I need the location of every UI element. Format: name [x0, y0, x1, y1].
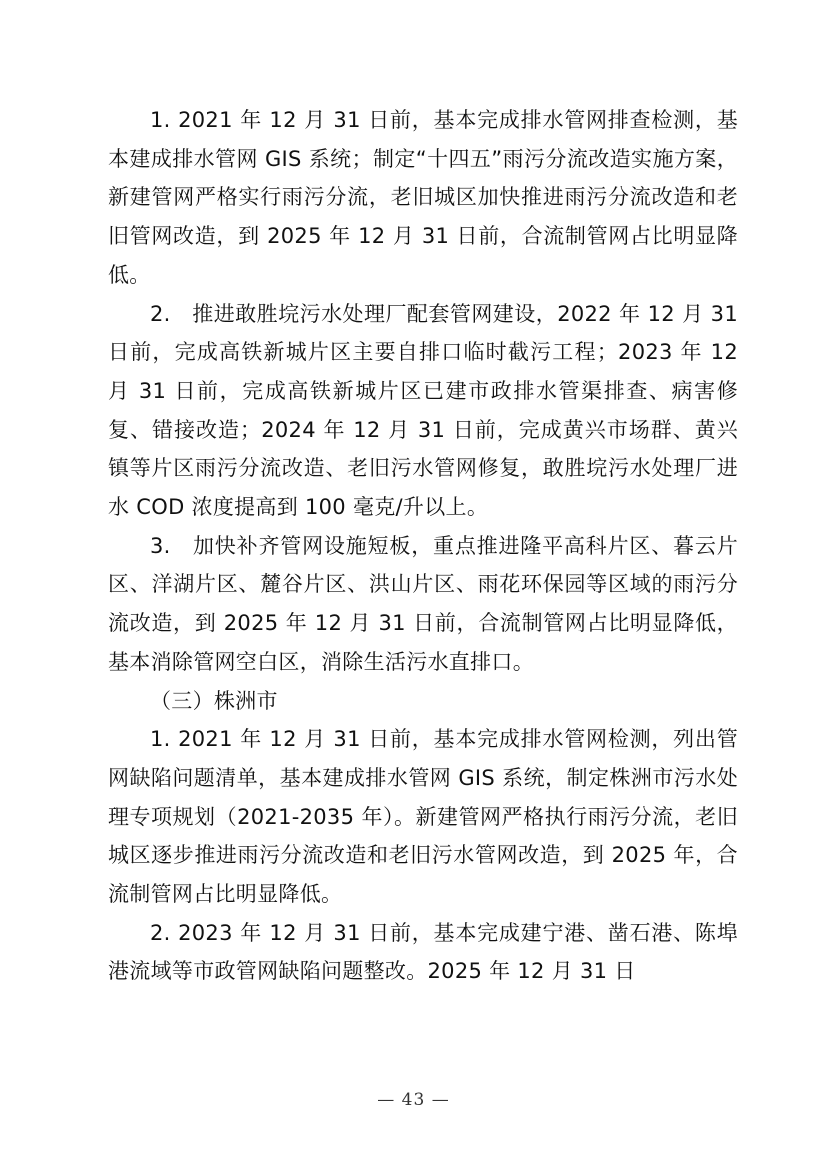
section-heading-zhuzhou: （三）株洲市 — [150, 688, 278, 713]
paragraph-2: 2. 推进敢胜垸污水处理厂配套管网建设，2022 年 12 月 31 日前，完成高铁新城片区主要自排口临时截污工程；2023 年 12 月 31 日前，完成高铁新城片区已建市政排水管渠排查、病害修复、错接改造；2024 年 12 月 31 日前，完成黄兴市场群、黄兴镇等片区雨污分流改造、老旧污水管网修复，敢胜垸污水处理厂进水 COD 浓度提高到 100 毫克/升以上。 — [108, 301, 738, 520]
document-body — [108, 101, 738, 991]
section-paragraph-1: 1. 2021 年 12 月 31 日前，基本完成排水管网检测，列出管网缺陷问题清单，基本建成排水管网 GIS 系统，制定株洲市污水处理专项规划（2021-2035 年）。新建管网严格执行雨污分流，老旧城区逐步推进雨污分流改造和老旧污水管网改造，到 2025 年，合流制管网占比明显降低。 — [108, 727, 738, 907]
paragraph-3: 3. 加快补齐管网设施短板，重点推进隆平高科片区、暮云片区、洋湖片区、麓谷片区、洪山片区、雨花环保园等区域的雨污分流改造，到 2025 年 12 月 31 日前，合流制管网占比明显降低，基本消除管网空白区，消除生活污水直排口。 — [108, 533, 738, 674]
section-paragraph-2: 2. 2023 年 12 月 31 日前，基本完成建宁港、凿石港、陈埠港流域等市政管网缺陷问题整改。2025 年 12 月 31 日 — [108, 920, 738, 984]
paragraph-1: 1. 2021 年 12 月 31 日前，基本完成排水管网排查检测，基本建成排水管网 GIS 系统；制定“十四五”雨污分流改造实施方案，新建管网严格实行雨污分流，老旧城区加快推进雨污分流改造和老旧管网改造，到 2025 年 12 月 31 日前，合流制管网占比明显降低。 — [108, 108, 738, 287]
page-number: — 43 — — [377, 1090, 450, 1110]
